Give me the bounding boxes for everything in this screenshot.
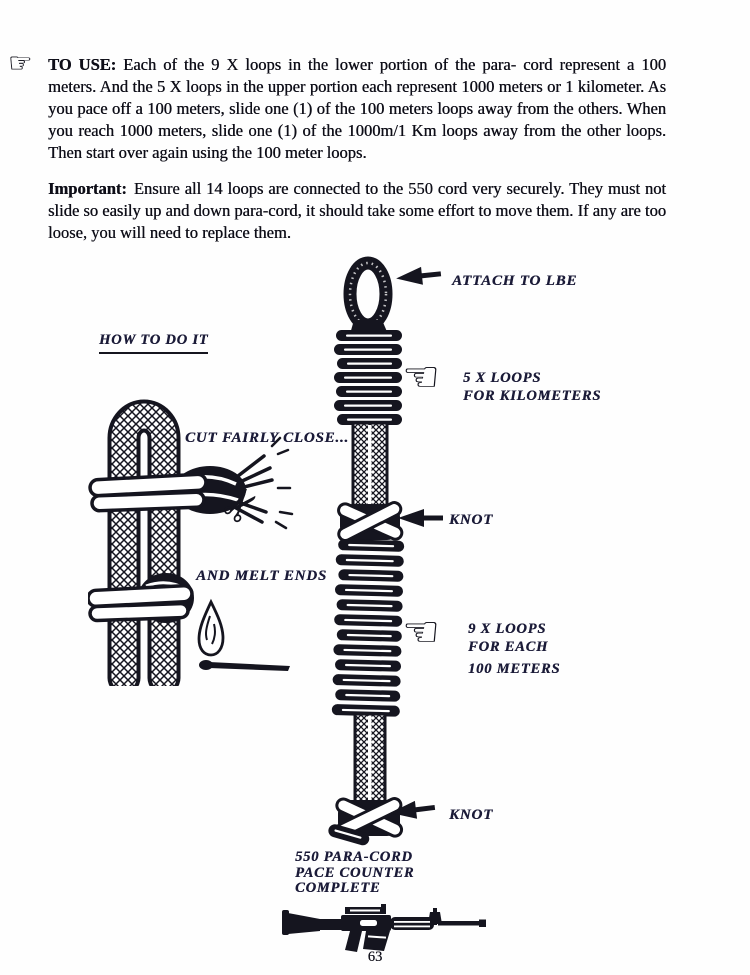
flame-icon [199,602,223,655]
lower-knot-label: KNOT [449,807,494,823]
important-body: Ensure all 14 loops are connected to the 550 cord very securely. They must not slide so easily up and down para-cord, it should take some effort to move them. If any are too loose, you will need to replace them. [48,179,666,242]
complete-line2: PACE COUNTER [295,864,415,881]
manicule-right-icon: ☞ [8,48,33,79]
manicule-left-icon: ☜ [402,352,440,401]
paragraph-important [48,178,666,244]
attach-arrow-icon [395,264,445,289]
loops5-line2: FOR KILOMETERS [463,388,602,404]
coil-9-loops [332,539,405,717]
upper-knot-label: KNOT [449,512,494,528]
loops5-label [463,369,601,405]
paragraph-to-use [48,54,666,164]
melt-label: AND MELT ENDS [196,568,327,584]
to-use-lead: TO USE: [48,55,117,74]
scissors-icon: ✂ [210,475,274,537]
lower-wrap-knot [88,573,194,623]
complete-caption [295,850,414,897]
loops9-line2: FOR EACH [468,639,549,655]
pace-counter-cord-illustration [328,256,416,848]
loops9-label [468,620,560,678]
loops5-line1: 5 X LOOPS [463,370,542,386]
attach-label: ATTACH TO LBE [452,273,578,289]
loops9-line1: 9 X LOOPS [468,621,547,637]
lower-knot-arrow-icon [389,797,439,823]
complete-line3: COMPLETE [295,880,381,896]
complete-line1: 550 PARA-CORD [295,849,413,865]
how-to-title: HOW TO DO IT [99,331,208,354]
rope-knot-illustration [88,376,333,686]
upper-knot-arrow-icon [398,508,446,528]
to-use-body: Each of the 9 X loops in the lower portion of the para- cord represent a 100 meters. And the 5 X loops in the upper portion each represent 1000 meters or 1 kilometer. As you pace off a 100 meters, slide one (1) of the 100 meters loops away from the others. When you reach 1000 meters, slide one (1) of the 1000m/1 Km loops away from the other loops. Then start over again using the 100 meter loops. [48,55,667,162]
manicule-left-icon-2: ☜ [402,607,440,656]
cut-label: CUT FAIRLY CLOSE... [185,430,349,446]
loops9-line3: 100 METERS [468,661,561,677]
coil-5-loops [334,330,402,425]
match-icon [199,660,290,671]
important-lead: Important: [48,179,127,198]
upper-knot [336,500,403,542]
page-number: 63 [367,949,383,965]
